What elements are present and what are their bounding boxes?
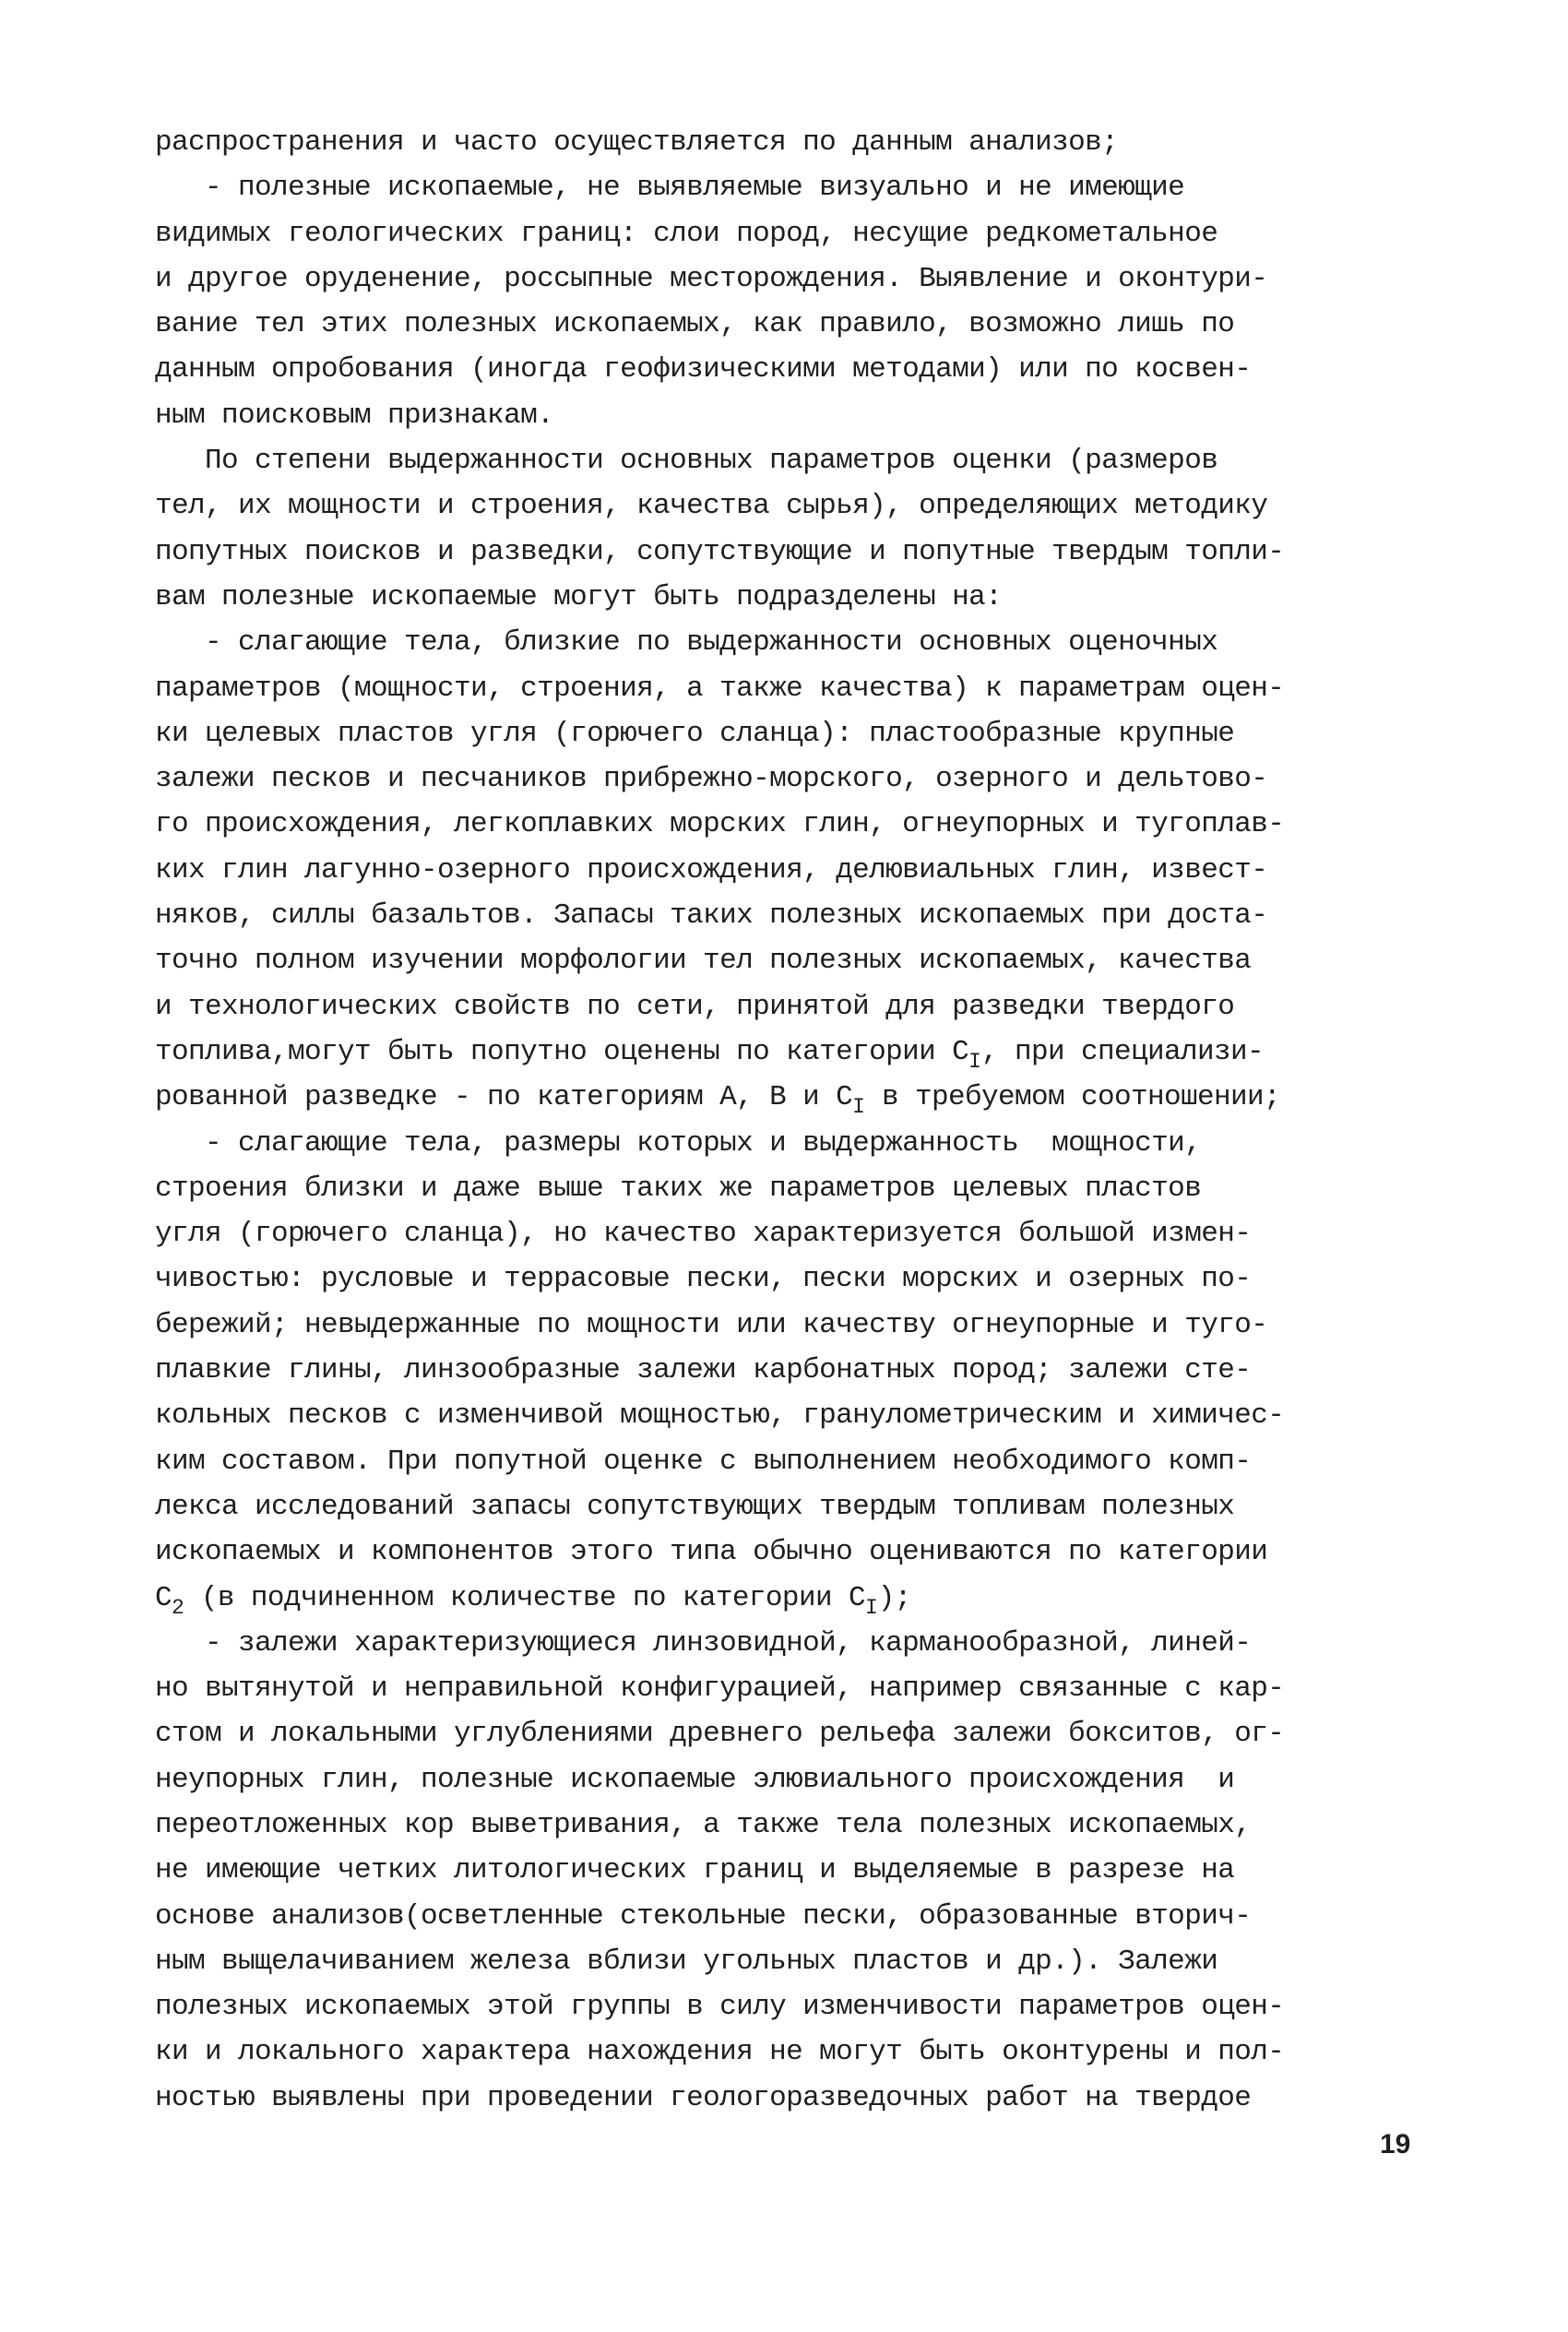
subscript: I <box>864 1595 878 1620</box>
text-line: строения близки и даже выше таких же параметров целевых пластов <box>155 1172 1202 1205</box>
text-line: стом и локальными углублениями древнего рельефа залежи бокситов, ог- <box>155 1718 1285 1751</box>
text-line: ки и локального характера нахождения не могут быть оконтурены и пол- <box>155 2036 1285 2069</box>
text-line: ным выщелачиванием железа вблизи угольных пластов и др.). Залежи <box>155 1945 1218 1978</box>
text-line: кольных песков с изменчивой мощностью, гранулометрическим и химичес- <box>155 1399 1285 1433</box>
subscript: 2 <box>172 1595 184 1620</box>
text-line: основе анализов(осветленные стекольные пески, образованные вторич- <box>155 1899 1252 1933</box>
body-text <box>155 120 1428 2121</box>
text-line: и технологических свойств по сети, принятой для разведки твердого <box>155 990 1235 1023</box>
text-line: рованной разведке - по категориям A, B и $C_I$ в требуемом соотношении; <box>155 1081 1281 1120</box>
text-line: го происхождения, легкоплавких морских глин, огнеупорных и тугоплав- <box>155 808 1285 841</box>
text-line: распространения и часто осуществляется по данным анализов; <box>155 126 1119 159</box>
subscript: I <box>852 1095 865 1120</box>
text-line: - залежи характеризующиеся линзовидной, карманообразной, линей- <box>155 1626 1252 1660</box>
text-line: и другое оруденение, россыпные месторождения. Выявление и оконтури- <box>155 262 1268 295</box>
text-line: топлива,могут быть попутно оценены по категории $C_I$, при специализи- <box>155 1035 1265 1074</box>
text-line: - слагающие тела, размеры которых и выдержанность мощности, <box>155 1126 1202 1160</box>
text-line: По степени выдержанности основных параметров оценки (размеров <box>155 445 1218 478</box>
text-line: параметров (мощности, строения, а также качества) к параметрам оцен- <box>155 672 1285 705</box>
text-line: видимых геологических границ: слои пород, несущие редкометальное <box>155 217 1218 250</box>
text-line: залежи песков и песчаников прибрежно-морского, озерного и дельтово- <box>155 763 1268 796</box>
subscript: I <box>968 1049 981 1074</box>
text-line: бережий; невыдержанные по мощности или качеству огнеупорные и туго- <box>155 1308 1268 1341</box>
text-line: переотложенных кор выветривания, а также тела полезных ископаемых, <box>155 1808 1252 1841</box>
text-line: ным поисковым признакам. <box>155 399 554 432</box>
text-line: полезных ископаемых этой группы в силу изменчивости параметров оцен- <box>155 1991 1285 2024</box>
text-line: попутных поисков и разведки, сопутствующие и попутные твердым топли- <box>155 535 1285 568</box>
text-line: тел, их мощности и строения, качества сырья), определяющих методику <box>155 490 1268 523</box>
text-line: ких глин лагунно-озерного происхождения, делювиальных глин, извест- <box>155 853 1268 886</box>
text-line: ким составом. При попутной оценке с выполнением необходимого комп- <box>155 1445 1252 1478</box>
text-line: ки целевых пластов угля (горючего сланца): пластообразные крупные <box>155 717 1235 750</box>
text-line: - слагающие тела, близкие по выдержанности основных оценочных <box>155 626 1218 660</box>
text-line: данным опробования (иногда геофизическими методами) или по косвен- <box>155 353 1252 387</box>
text-line: лекса исследований запасы сопутствующих твердым топливам полезных <box>155 1490 1235 1523</box>
text-line: няков, силлы базальтов. Запасы таких полезных ископаемых при доста- <box>155 899 1268 933</box>
page-number: 19 <box>1380 2129 1411 2159</box>
text-line: неупорных глин, полезные ископаемые элювиального происхождения и <box>155 1763 1235 1796</box>
text-line: не имеющие четких литологических границ и выделяемые в разрезе на <box>155 1854 1235 1887</box>
text-line: точно полном изучении морфологии тел полезных ископаемых, качества <box>155 945 1252 978</box>
text-line: вам полезные ископаемые могут быть подразделены на: <box>155 580 1003 613</box>
text-line: угля (горючего сланца), но качество характеризуется большой измен- <box>155 1218 1252 1251</box>
text-line: $C_2$ (в подчиненном количестве по категории $C_I$); <box>155 1581 911 1620</box>
text-line: ностью выявлены при проведении геологоразведочных работ на твердое <box>155 2081 1252 2114</box>
text-line: вание тел этих полезных ископаемых, как правило, возможно лишь по <box>155 308 1235 341</box>
text-line: - полезные ископаемые, не выявляемые визуально и не имеющие <box>155 172 1185 205</box>
text-line: но вытянутой и неправильной конфигурацией, например связанные с кар- <box>155 1672 1285 1706</box>
text-line: ископаемых и компонентов этого типа обычно оцениваются по категории <box>155 1536 1268 1569</box>
text-line: плавкие глины, линзообразные залежи карбонатных пород; залежи сте- <box>155 1354 1252 1387</box>
text-line: чивостью: русловые и террасовые пески, пески морских и озерных по- <box>155 1263 1252 1296</box>
